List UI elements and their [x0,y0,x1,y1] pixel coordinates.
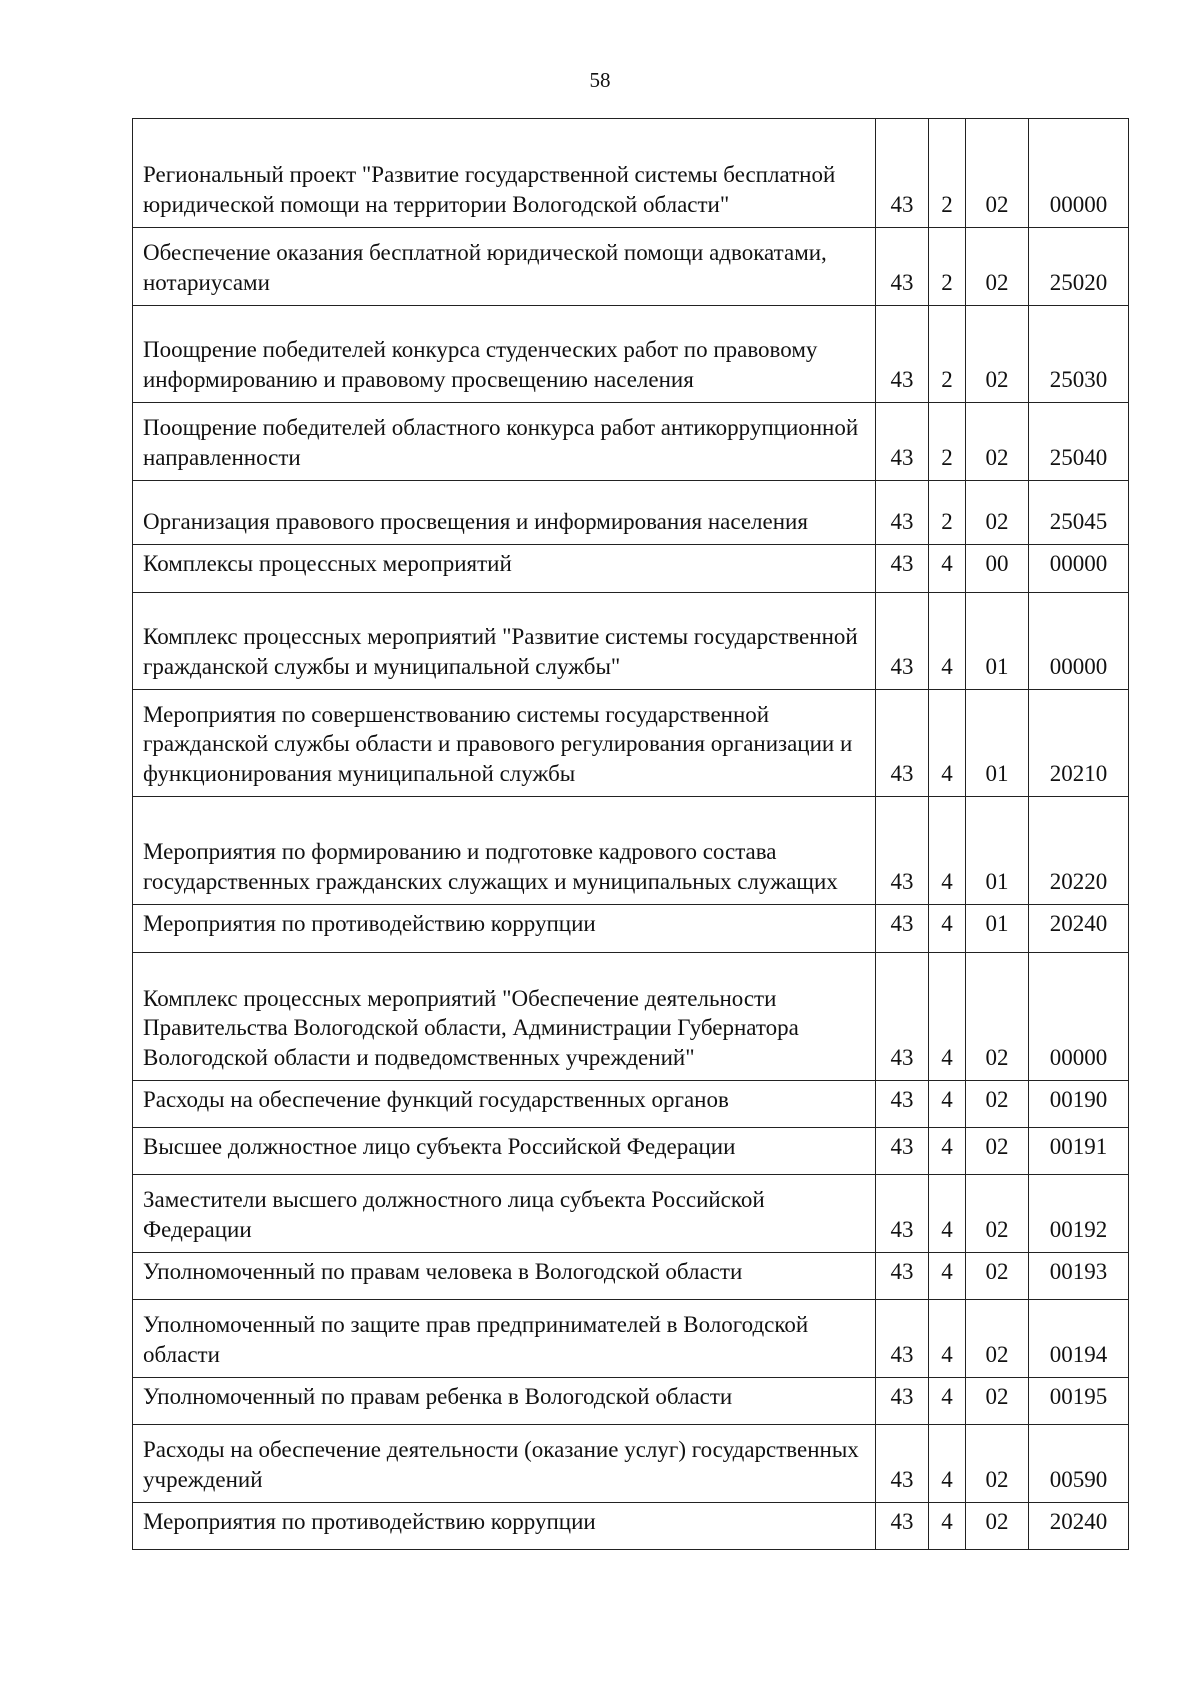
table-row [133,1300,1129,1378]
code-subprogram: 02 [966,403,1029,481]
code-direction: 00590 [1029,1425,1129,1503]
code-type: 2 [929,481,966,545]
code-direction: 00000 [1029,119,1129,228]
table-row [133,1378,1129,1425]
code-program: 43 [876,1300,929,1378]
row-name: Комплексы процессных мероприятий [133,545,876,593]
code-subprogram: 01 [966,797,1029,905]
row-name: Уполномоченный по правам человека в Вологодской области [133,1253,876,1300]
table-row [133,481,1129,545]
code-program: 43 [876,593,929,690]
code-program: 43 [876,1378,929,1425]
code-direction: 20240 [1029,1503,1129,1550]
table-row [133,119,1129,228]
code-subprogram: 01 [966,905,1029,953]
code-program: 43 [876,1175,929,1253]
code-type: 4 [929,690,966,797]
code-type: 4 [929,593,966,690]
code-program: 43 [876,953,929,1081]
row-name: Поощрение победителей конкурса студенческих работ по правовому информированию и правовому просвещению населения [133,306,876,403]
code-subprogram: 01 [966,593,1029,690]
code-direction: 20240 [1029,905,1129,953]
code-direction: 25020 [1029,228,1129,306]
code-direction: 00000 [1029,953,1129,1081]
table-row [133,228,1129,306]
code-type: 4 [929,1503,966,1550]
table-row [133,1175,1129,1253]
code-program: 43 [876,481,929,545]
row-name: Мероприятия по формированию и подготовке кадрового состава государственных гражданских служащих и муниципальных служащих [133,797,876,905]
code-type: 2 [929,403,966,481]
code-program: 43 [876,1425,929,1503]
code-program: 43 [876,1081,929,1128]
code-program: 43 [876,306,929,403]
code-subprogram: 02 [966,306,1029,403]
code-subprogram: 02 [966,1425,1029,1503]
table-row [133,1425,1129,1503]
row-name: Высшее должностное лицо субъекта Российской Федерации [133,1128,876,1175]
code-type: 4 [929,1425,966,1503]
row-name: Мероприятия по совершенствованию системы государственной гражданской службы области и правового регулирования организации и функционирования муниципальной службы [133,690,876,797]
row-name: Мероприятия по противодействию коррупции [133,1503,876,1550]
row-name: Поощрение победителей областного конкурса работ антикоррупционной направленности [133,403,876,481]
table-row [133,905,1129,953]
budget-classification-table [132,118,1129,1550]
row-name: Региональный проект "Развитие государственной системы бесплатной юридической помощи на территории Вологодской области" [133,119,876,228]
code-subprogram: 02 [966,1300,1029,1378]
code-direction: 25045 [1029,481,1129,545]
code-subprogram: 01 [966,690,1029,797]
code-type: 4 [929,1300,966,1378]
code-program: 43 [876,545,929,593]
table-row [133,1081,1129,1128]
code-direction: 20220 [1029,797,1129,905]
code-program: 43 [876,403,929,481]
table-row [133,306,1129,403]
code-subprogram: 02 [966,953,1029,1081]
code-program: 43 [876,119,929,228]
code-direction: 00192 [1029,1175,1129,1253]
code-type: 2 [929,306,966,403]
table-row [133,690,1129,797]
table-row [133,1253,1129,1300]
row-name: Комплекс процессных мероприятий "Развитие системы государственной гражданской службы и муниципальной службы" [133,593,876,690]
code-program: 43 [876,1253,929,1300]
code-type: 2 [929,119,966,228]
code-direction: 25040 [1029,403,1129,481]
row-name: Уполномоченный по правам ребенка в Вологодской области [133,1378,876,1425]
code-type: 2 [929,228,966,306]
row-name: Расходы на обеспечение деятельности (оказание услуг) государственных учреждений [133,1425,876,1503]
table-row [133,953,1129,1081]
code-type: 4 [929,1378,966,1425]
code-type: 4 [929,905,966,953]
code-program: 43 [876,905,929,953]
table-row [133,797,1129,905]
code-direction: 20210 [1029,690,1129,797]
table-row [133,1128,1129,1175]
code-subprogram: 02 [966,119,1029,228]
code-subprogram: 00 [966,545,1029,593]
code-program: 43 [876,1503,929,1550]
code-subprogram: 02 [966,1253,1029,1300]
code-direction: 00000 [1029,545,1129,593]
code-subprogram: 02 [966,1175,1029,1253]
table-row [133,1503,1129,1550]
code-subprogram: 02 [966,228,1029,306]
code-program: 43 [876,797,929,905]
code-direction: 00195 [1029,1378,1129,1425]
code-subprogram: 02 [966,1378,1029,1425]
row-name: Мероприятия по противодействию коррупции [133,905,876,953]
code-type: 4 [929,545,966,593]
code-direction: 00000 [1029,593,1129,690]
code-program: 43 [876,690,929,797]
table-row [133,403,1129,481]
row-name: Организация правового просвещения и информирования населения [133,481,876,545]
row-name: Уполномоченный по защите прав предпринимателей в Вологодской области [133,1300,876,1378]
code-subprogram: 02 [966,1503,1029,1550]
table-row [133,545,1129,593]
code-type: 4 [929,953,966,1081]
code-type: 4 [929,1175,966,1253]
code-direction: 00193 [1029,1253,1129,1300]
row-name: Комплекс процессных мероприятий "Обеспечение деятельности Правительства Вологодской области, Администрации Губернатора Вологодской области и подведомственных учреждений" [133,953,876,1081]
code-program: 43 [876,1128,929,1175]
code-direction: 00194 [1029,1300,1129,1378]
table-row [133,593,1129,690]
code-direction: 00190 [1029,1081,1129,1128]
code-type: 4 [929,1253,966,1300]
code-type: 4 [929,797,966,905]
code-subprogram: 02 [966,1128,1029,1175]
code-direction: 00191 [1029,1128,1129,1175]
code-program: 43 [876,228,929,306]
row-name: Расходы на обеспечение функций государственных органов [133,1081,876,1128]
code-subprogram: 02 [966,481,1029,545]
page-number: 58 [589,68,611,92]
code-type: 4 [929,1081,966,1128]
code-type: 4 [929,1128,966,1175]
row-name: Обеспечение оказания бесплатной юридической помощи адвокатами, нотариусами [133,228,876,306]
code-direction: 25030 [1029,306,1129,403]
code-subprogram: 02 [966,1081,1029,1128]
row-name: Заместители высшего должностного лица субъекта Российской Федерации [133,1175,876,1253]
